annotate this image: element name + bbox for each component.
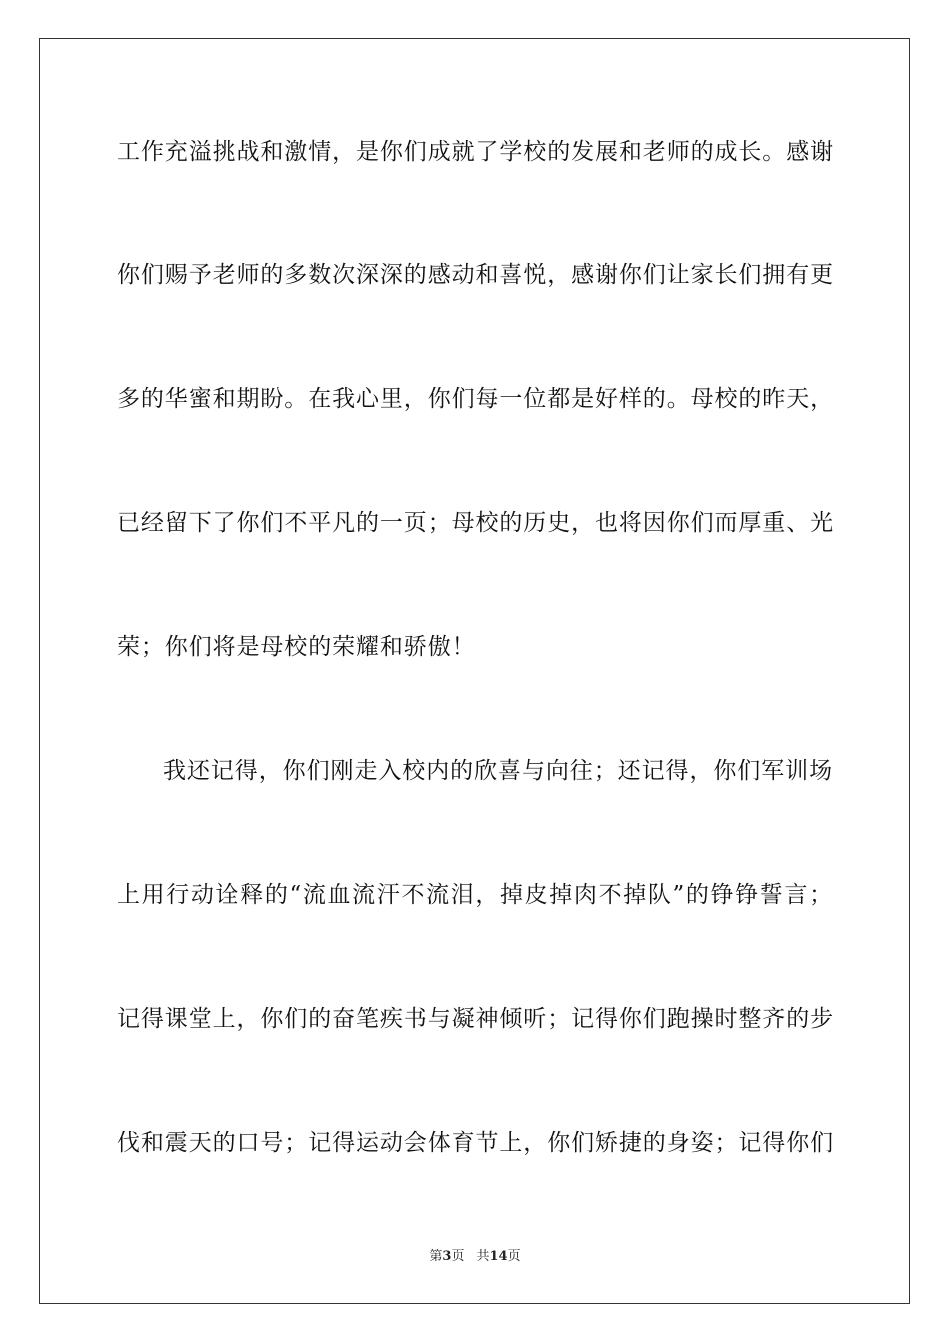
page-prefix: 第: [429, 1249, 443, 1264]
text-line-2: 你们赐予老师的多数次深深的感动和喜悦，感谢你们让家长们拥有更: [117, 262, 834, 288]
text-line-4: 已经留下了你们不平凡的一页；母校的历史，也将因你们而厚重、光: [117, 510, 834, 536]
page-footer: [0, 1248, 950, 1266]
text-line-3: 多的华蜜和期盼。在我心里，你们每一位都是好样的。母校的昨天，: [117, 386, 834, 412]
total-prefix: 共: [476, 1249, 490, 1264]
text-line-8: 记得课堂上，你们的奋笔疾书与凝神倾听；记得你们跑操时整齐的步: [117, 1006, 834, 1032]
page-border: [39, 38, 910, 1304]
text-line-5: 荣；你们将是母校的荣耀和骄傲！: [117, 634, 476, 660]
page-suffix: 页: [451, 1249, 465, 1264]
total-pages: 14: [489, 1249, 508, 1264]
text-line-7: 上用行动诠释的“流血流汗不流泪，掉皮掉肉不掉队”的铮铮誓言；: [117, 882, 833, 908]
text-line-1: 工作充溢挑战和激情，是你们成就了学校的发展和老师的成长。感谢: [117, 139, 834, 165]
page-number: 3: [442, 1249, 452, 1264]
text-line-6: 我还记得，你们刚走入校内的欣喜与向往；还记得，你们军训场: [163, 758, 833, 784]
text-line-9: 伐和震天的口号；记得运动会体育节上，你们矫捷的身姿；记得你们: [117, 1130, 834, 1156]
total-suffix: 页: [507, 1249, 521, 1264]
